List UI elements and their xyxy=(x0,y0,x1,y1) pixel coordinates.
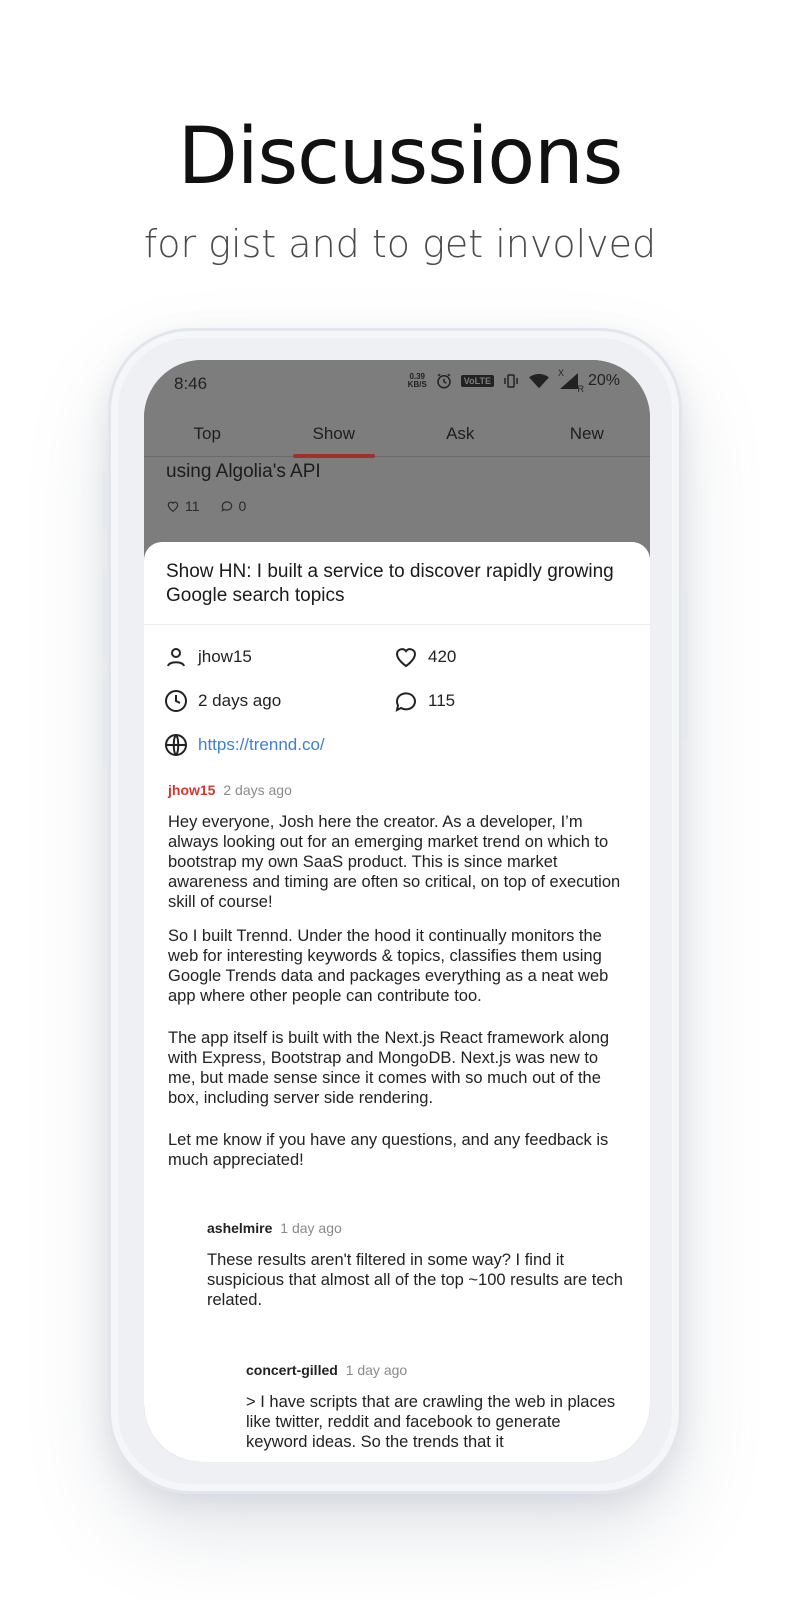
volte-icon: VoLTE xyxy=(461,375,494,387)
post-time: 2 days ago xyxy=(223,782,292,798)
phone-side-button xyxy=(102,570,108,660)
comment-icon xyxy=(394,689,418,713)
previous-story-item[interactable] xyxy=(166,460,626,514)
previous-story-likes-count: 11 xyxy=(185,498,200,514)
signal-r-label: R xyxy=(577,384,584,394)
comment-body: These results aren't filtered in some way? I find it suspicious that almost all of the top ~100 results are tech related. xyxy=(207,1251,623,1309)
comment-author[interactable]: concert-gilled xyxy=(246,1362,338,1378)
comment-time: 1 day ago xyxy=(280,1220,342,1236)
hero-title: Discussions xyxy=(177,112,623,202)
phone-side-button xyxy=(682,590,688,740)
status-time: 8:46 xyxy=(174,374,208,393)
previous-story-title: using Algolia's API xyxy=(166,461,321,482)
active-tab-indicator xyxy=(293,454,376,458)
tab-bar xyxy=(144,410,650,457)
previous-story-comments xyxy=(220,498,247,514)
story-likes[interactable] xyxy=(394,645,456,669)
hero-subtitle: for gist and to get involved xyxy=(143,222,657,266)
story-title: Show HN: I built a service to discover rapidly growing Google search topics xyxy=(144,542,650,625)
story-time xyxy=(164,689,281,713)
story-url-link[interactable]: https://trennd.co/ xyxy=(198,735,325,754)
story-author-name: jhow15 xyxy=(198,647,252,666)
tab-top-label: Top xyxy=(193,424,221,443)
network-speed xyxy=(408,373,427,389)
comment-item[interactable] xyxy=(207,1220,627,1310)
signal-x-label: X xyxy=(557,368,564,378)
heart-icon xyxy=(394,645,418,669)
post-paragraph: So I built Trennd. Under the hood it continually monitors the web for interesting keywords & topics, classifies them using Google Trends data and packages everything as a neat web app where other people can contribute too. xyxy=(168,927,609,1005)
post-paragraph: Let me know if you have any questions, and any feedback is much appreciated! xyxy=(168,1131,609,1169)
tab-new[interactable] xyxy=(524,410,651,456)
battery-level: 20% xyxy=(587,372,620,389)
user-icon xyxy=(164,645,188,669)
comment-icon xyxy=(220,499,234,513)
tab-ask-label: Ask xyxy=(446,424,475,443)
vibrate-icon xyxy=(502,372,520,390)
previous-story-meta xyxy=(166,498,626,514)
story-url[interactable] xyxy=(164,733,325,757)
network-speed-value: 0.39 xyxy=(409,372,426,381)
post-body xyxy=(168,812,628,1184)
previous-story-comments-count: 0 xyxy=(238,498,247,514)
story-comments[interactable] xyxy=(394,689,455,713)
tab-new-label: New xyxy=(569,424,604,443)
comment-author[interactable]: ashelmire xyxy=(207,1220,273,1236)
network-speed-unit: KB/S xyxy=(407,380,427,389)
comment-header xyxy=(246,1362,626,1378)
status-icons xyxy=(407,368,620,394)
phone-screen xyxy=(144,360,650,1462)
tab-ask[interactable] xyxy=(397,410,524,456)
wifi-icon xyxy=(528,372,550,390)
post-paragraph: Hey everyone, Josh here the creator. As a developer, I’m always looking out for an emerging market trend on which to bootstrap my own SaaS product. This is since market awareness and timing are often so critical, on top of execution skill of course! xyxy=(168,813,621,911)
tab-show[interactable] xyxy=(271,410,398,456)
globe-icon xyxy=(164,733,188,757)
post-paragraph: The app itself is built with the Next.js React framework along with Express, Bootstrap and MongoDB. Next.js was new to me, but made sense since it comes with so much out of the box, including server side rendering. xyxy=(168,1029,610,1107)
story-meta xyxy=(144,625,650,765)
tab-top[interactable] xyxy=(144,410,271,456)
phone-side-button xyxy=(102,676,108,766)
comment-time: 1 day ago xyxy=(345,1362,408,1378)
heart-icon xyxy=(166,499,180,513)
signal-icon xyxy=(557,368,584,394)
status-bar xyxy=(144,360,650,406)
clock-icon xyxy=(164,689,188,713)
comment-header xyxy=(207,1220,627,1236)
comment-item[interactable] xyxy=(246,1362,626,1452)
post-header xyxy=(168,782,292,798)
story-detail-sheet xyxy=(144,542,650,1462)
story-time-text: 2 days ago xyxy=(198,691,282,710)
alarm-icon xyxy=(435,372,453,390)
previous-story-likes xyxy=(166,498,200,514)
story-likes-count: 420 xyxy=(428,647,457,666)
post-author[interactable]: jhow15 xyxy=(168,782,216,798)
comment-body: > I have scripts that are crawling the web in places like twitter, reddit and facebook to generate keyword ideas. So the trends that it xyxy=(246,1393,616,1451)
phone-side-button xyxy=(102,470,108,530)
story-comments-count: 115 xyxy=(428,691,456,710)
tab-show-label: Show xyxy=(312,424,356,443)
story-author[interactable] xyxy=(164,645,252,669)
